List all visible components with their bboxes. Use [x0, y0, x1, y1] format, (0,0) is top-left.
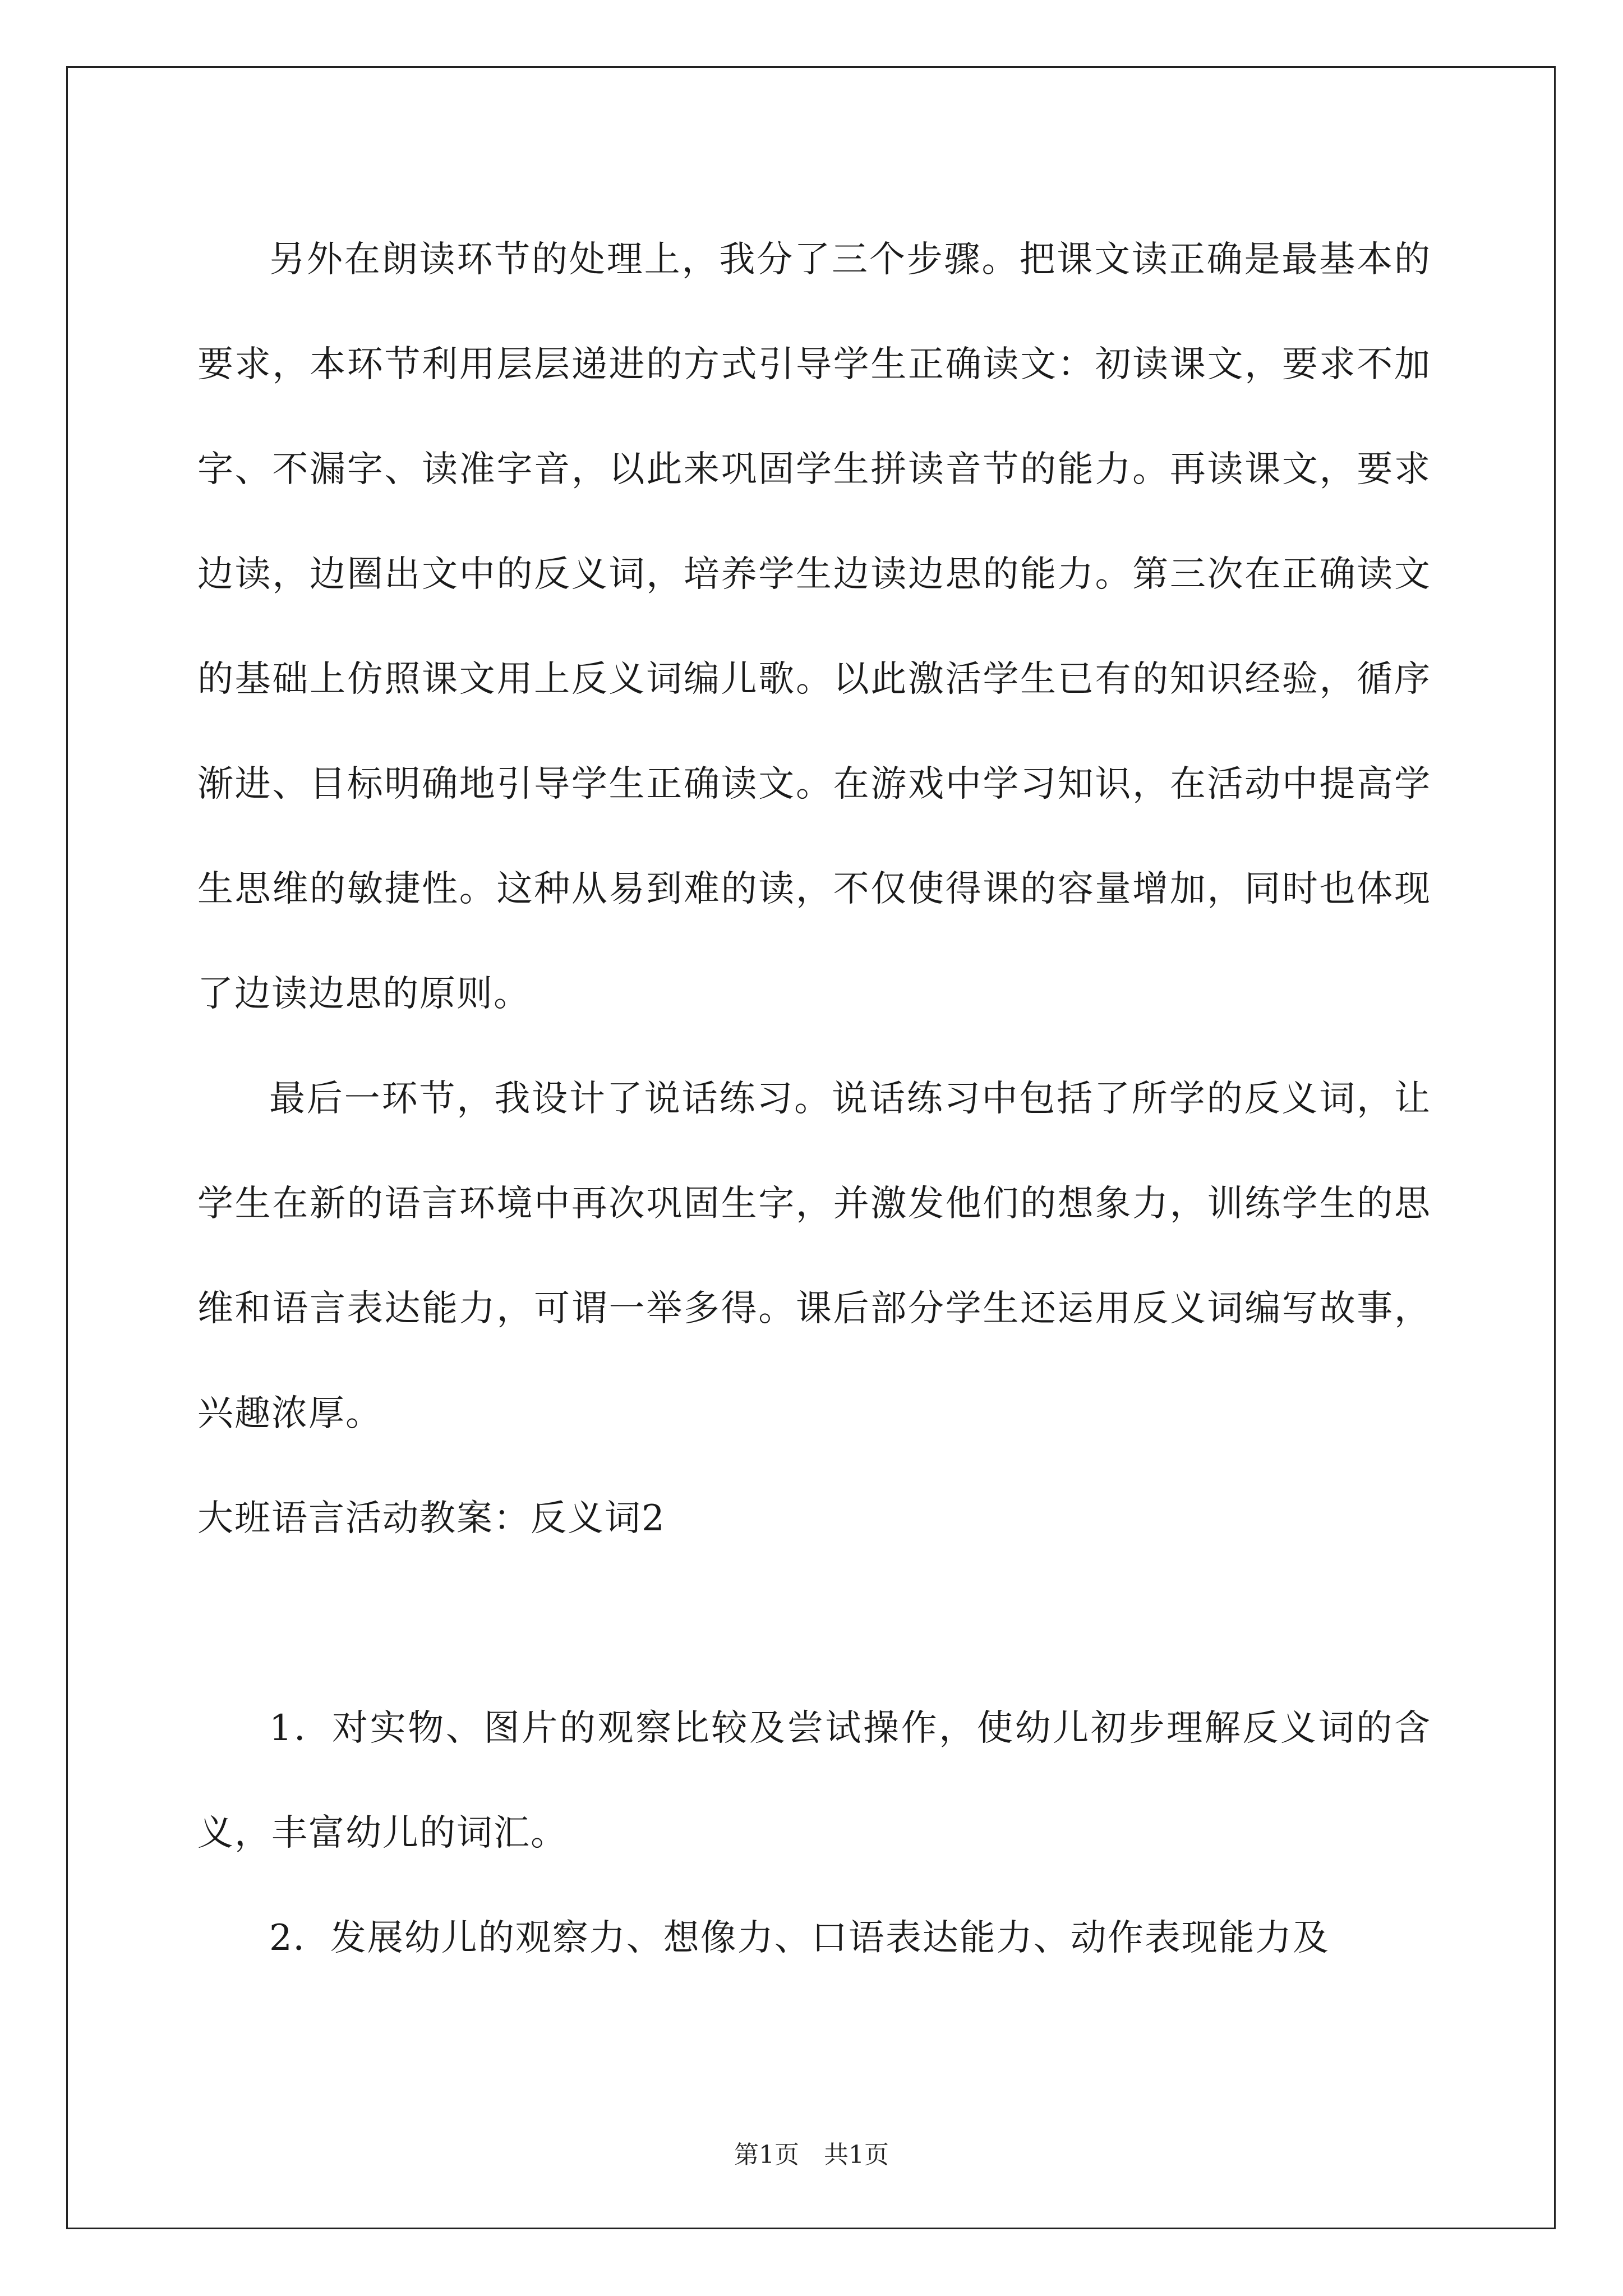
document-body	[197, 208, 1431, 1991]
section-heading: 大班语言活动教案：反义词2	[197, 1498, 666, 1539]
blank-line	[197, 1571, 1431, 1676]
page-number-footer: 第1页 共1页	[734, 2141, 889, 2169]
goal-item-1: 1．对实物、图片的观察比较及尝试操作，使幼儿初步理解反义词的含义，丰富幼儿的词汇。	[197, 1708, 1431, 1854]
goal-item-2: 2．发展幼儿的观察力、想像力、口语表达能力、动作表现能力及	[269, 1917, 1330, 1959]
paragraph-reading-steps: 另外在朗读环节的处理上，我分了三个步骤。把课文读正确是最基本的要求，本环节利用层层递进的方式引导学生正确读文：初读课文，要求不加字、不漏字、读准字音，以此来巩固学生拼读音节的能力。再读课文，要求边读，边圈出文中的反义词，培养学生边读边思的能力。第三次在正确读文的基础上仿照课文用上反义词编儿歌。以此激活学生已有的知识经验，循序渐进、目标明确地引导学生正确读文。在游戏中学习知识，在活动中提高学生思维的敏捷性。这种从易到难的读，不仅使得课的容量增加，同时也体现了边读边思的原则。	[197, 239, 1431, 1015]
paragraph-speaking-practice: 最后一环节，我设计了说话练习。说话练习中包括了所学的反义词，让学生在新的语言环境中再次巩固生字，并激发他们的想象力，训练学生的思维和语言表达能力，可谓一举多得。课后部分学生还运用反义词编写故事，兴趣浓厚。	[197, 1078, 1431, 1434]
